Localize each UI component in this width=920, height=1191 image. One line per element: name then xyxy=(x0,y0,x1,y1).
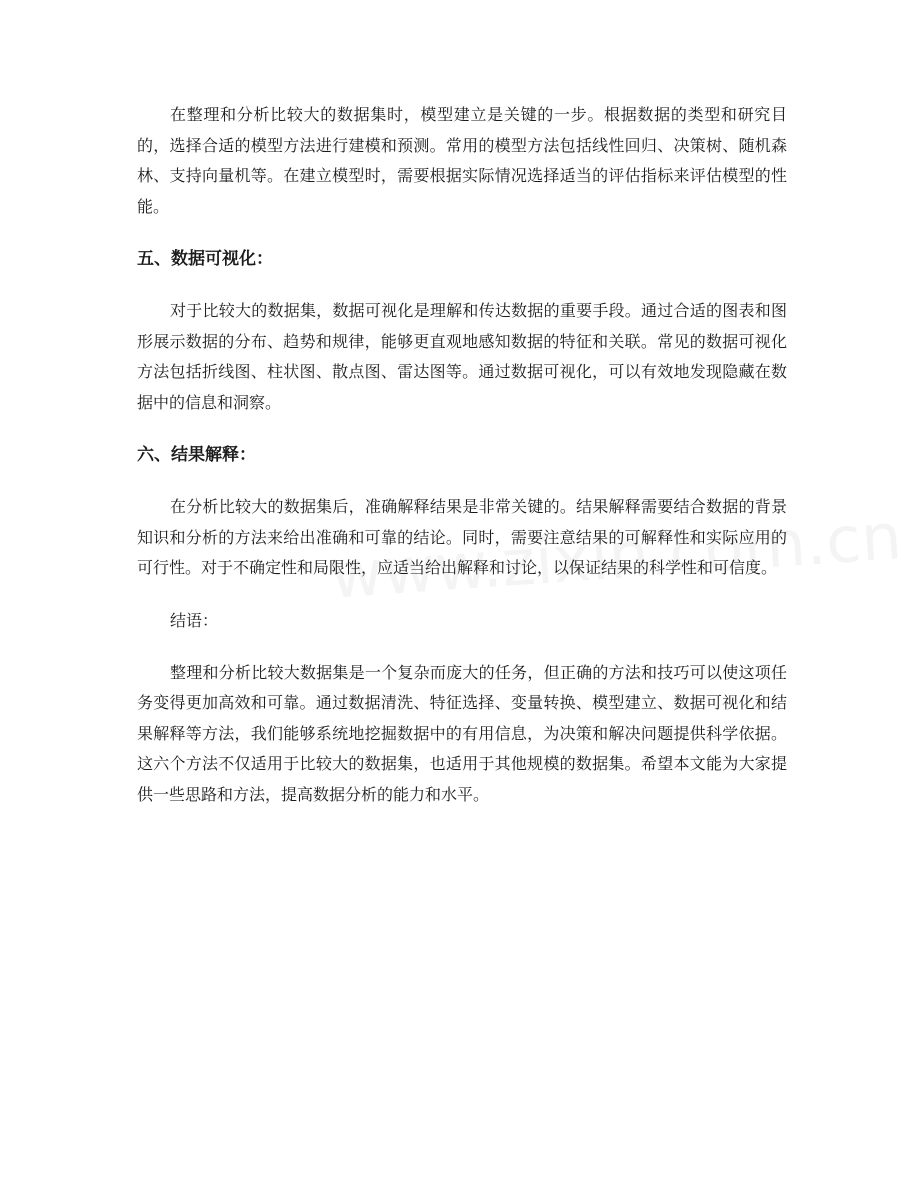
paragraph-data-visualization: 对于比较大的数据集，数据可视化是理解和传达数据的重要手段。通过合适的图表和图形展示数据的分布、趋势和规律，能够更直观地感知数据的特征和关联。常见的数据可视化方法包括折线图、柱状图、散点图、雷达图等。通过数据可视化，可以有效地发现隐藏在数据中的信息和洞察。 xyxy=(137,301,787,412)
paragraph-model-building: 在整理和分析比较大的数据集时，模型建立是关键的一步。根据数据的类型和研究目的，选择合适的模型方法进行建模和预测。常用的模型方法包括线性回归、决策树、随机森林、支持向量机等。在建立模型时，需要根据实际情况选择适当的评估指标来评估模型的性能。 xyxy=(137,105,787,216)
closing-label: 结语： xyxy=(170,610,219,630)
paragraph-result-interpretation: 在分析比较大的数据集后，准确解释结果是非常关键的。结果解释需要结合数据的背景知识和分析的方法来给出准确和可靠的结论。同时，需要注意结果的可解释性和实际应用的可行性。对于不确定性和局限性，应适当给出解释和讨论，以保证结果的科学性和可信度。 xyxy=(137,497,787,577)
document-body xyxy=(137,100,787,832)
heading-result-interpretation: 六、结果解释： xyxy=(137,445,256,465)
heading-data-visualization: 五、数据可视化： xyxy=(137,249,273,269)
paragraph-conclusion: 整理和分析比较大数据集是一个复杂而庞大的任务，但正确的方法和技巧可以使这项任务变得更加高效和可靠。通过数据清洗、特征选择、变量转换、模型建立、数据可视化和结果解释等方法，我们能够系统地挖掘数据中的有用信息，为决策和解决问题提供科学依据。这六个方法不仅适用于比较大的数据集，也适用于其他规模的数据集。希望本文能为大家提供一些思路和方法，提高数据分析的能力和水平。 xyxy=(137,662,787,804)
